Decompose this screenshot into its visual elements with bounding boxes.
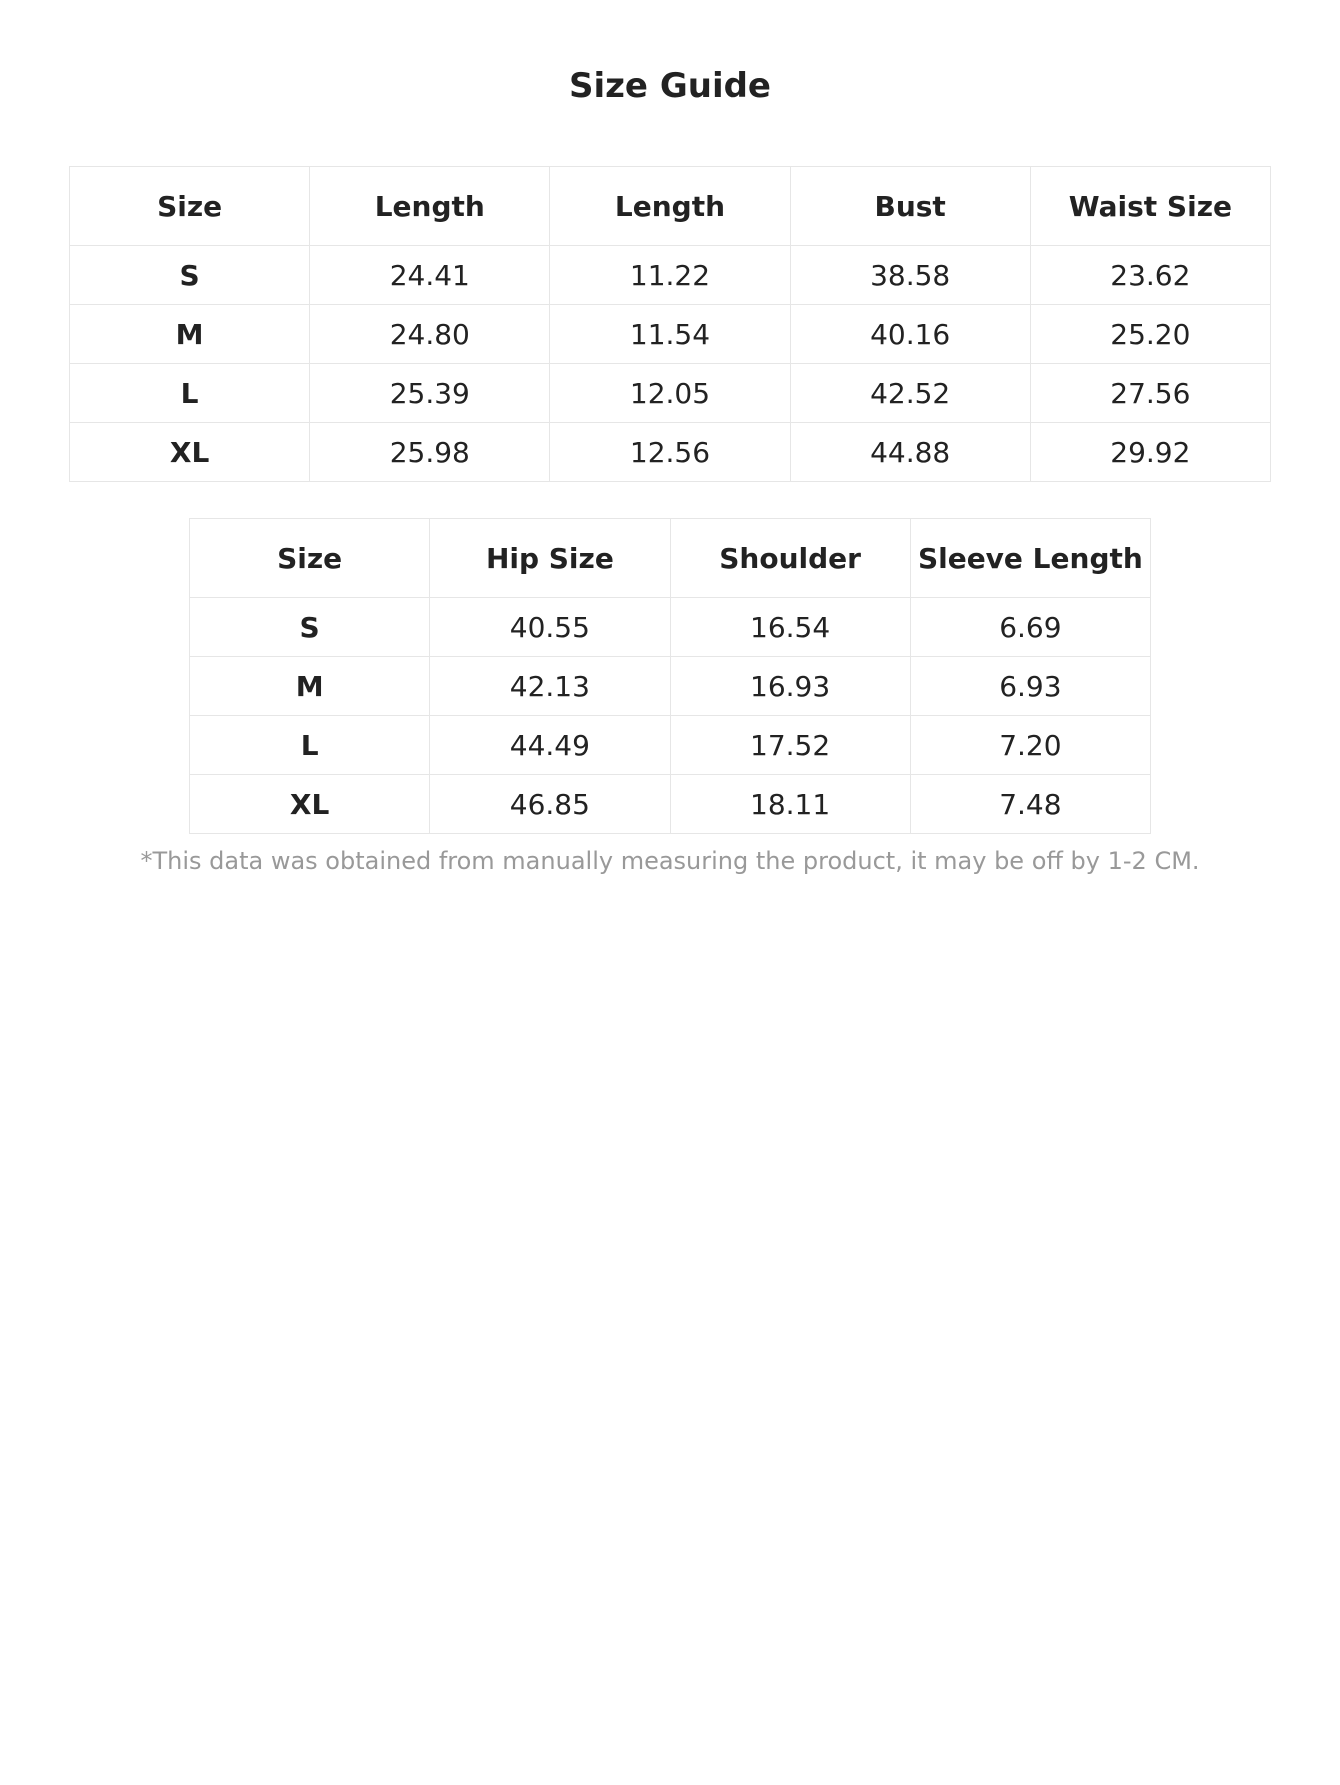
table-cell: 16.54 <box>670 598 910 657</box>
column-header-length-2: Length <box>550 167 790 246</box>
table-cell: 29.92 <box>1030 423 1270 482</box>
page-title: Size Guide <box>569 66 771 106</box>
table-cell: 6.93 <box>910 657 1150 716</box>
table-cell: 12.56 <box>550 423 790 482</box>
table-cell: 17.52 <box>670 716 910 775</box>
table-cell: 46.85 <box>430 775 670 834</box>
table-cell: 27.56 <box>1030 364 1270 423</box>
table-cell: 40.55 <box>430 598 670 657</box>
column-header-waist-size: Waist Size <box>1030 167 1270 246</box>
table-row <box>70 246 1271 305</box>
table-row <box>190 598 1151 657</box>
table-cell: 12.05 <box>550 364 790 423</box>
table-cell: 44.49 <box>430 716 670 775</box>
size-label: M <box>190 657 430 716</box>
size-table-bottom <box>189 518 1151 834</box>
table-cell: 18.11 <box>670 775 910 834</box>
table-cell: 11.22 <box>550 246 790 305</box>
column-header-shoulder: Shoulder <box>670 519 910 598</box>
table-cell: 40.16 <box>790 305 1030 364</box>
size-label: L <box>190 716 430 775</box>
table-row <box>70 364 1271 423</box>
table-header-row <box>190 519 1151 598</box>
table-row <box>190 716 1151 775</box>
table-row <box>190 657 1151 716</box>
column-header-hip-size: Hip Size <box>430 519 670 598</box>
size-label: M <box>70 305 310 364</box>
table-row <box>70 423 1271 482</box>
table-cell: 24.41 <box>310 246 550 305</box>
size-table-top <box>69 166 1271 482</box>
table-cell: 16.93 <box>670 657 910 716</box>
table-cell: 23.62 <box>1030 246 1270 305</box>
table-cell: 25.20 <box>1030 305 1270 364</box>
measurement-disclaimer: *This data was obtained from manually measuring the product, it may be off by 1-2 CM. <box>140 847 1200 875</box>
column-header-size: Size <box>190 519 430 598</box>
table-cell: 38.58 <box>790 246 1030 305</box>
table-cell: 42.13 <box>430 657 670 716</box>
table-cell: 25.98 <box>310 423 550 482</box>
table-cell: 42.52 <box>790 364 1030 423</box>
table-cell: 11.54 <box>550 305 790 364</box>
table-cell: 7.48 <box>910 775 1150 834</box>
table-row <box>70 305 1271 364</box>
column-header-length: Length <box>310 167 550 246</box>
table-header-row <box>70 167 1271 246</box>
column-header-sleeve-length: Sleeve Length <box>910 519 1150 598</box>
size-label: XL <box>70 423 310 482</box>
table-cell: 6.69 <box>910 598 1150 657</box>
size-label: L <box>70 364 310 423</box>
table-cell: 44.88 <box>790 423 1030 482</box>
size-label: S <box>70 246 310 305</box>
table-cell: 24.80 <box>310 305 550 364</box>
table-cell: 25.39 <box>310 364 550 423</box>
column-header-size: Size <box>70 167 310 246</box>
size-label: S <box>190 598 430 657</box>
table-cell: 7.20 <box>910 716 1150 775</box>
size-label: XL <box>190 775 430 834</box>
column-header-bust: Bust <box>790 167 1030 246</box>
table-row <box>190 775 1151 834</box>
